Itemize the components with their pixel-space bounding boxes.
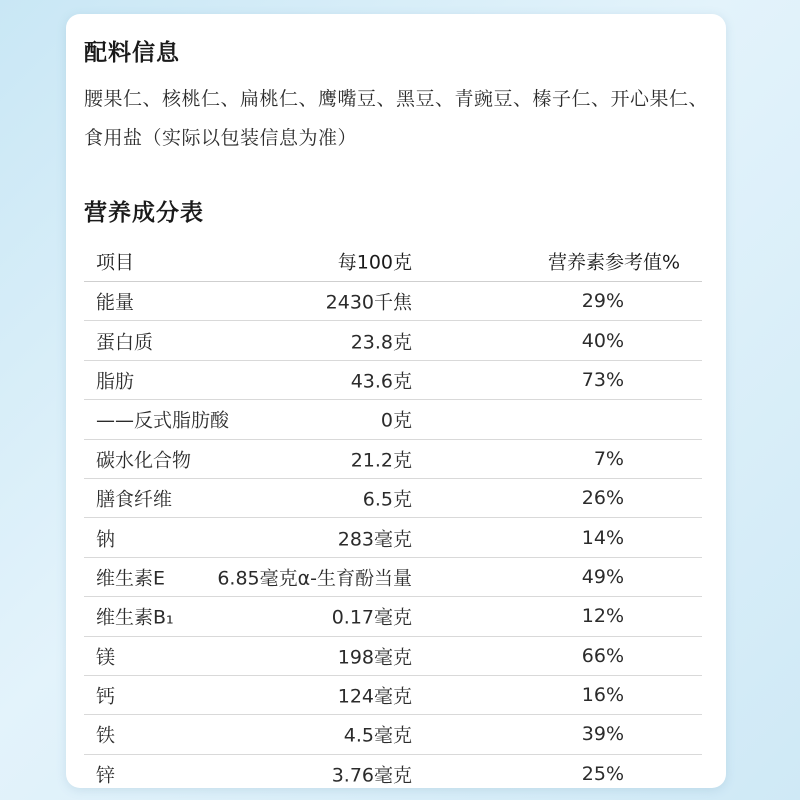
row-item: 维生素B₁ — [96, 606, 174, 629]
table-row — [84, 637, 702, 676]
ingredients-title: 配料信息 — [84, 40, 180, 66]
row-item: 镁 — [96, 646, 116, 669]
row-item: 钙 — [96, 685, 116, 708]
header-per100: 每100克 — [337, 251, 412, 274]
ingredients-text: 腰果仁、核桃仁、扁桃仁、鹰嘴豆、黑豆、青豌豆、榛子仁、开心果仁、食用盐（实际以包装信息为准） — [84, 88, 709, 149]
table-row — [84, 755, 702, 793]
row-per100: 283毫克 — [337, 528, 412, 551]
row-per100: 23.8克 — [350, 331, 412, 354]
row-nrv: 26% — [581, 487, 624, 510]
row-item: 膳食纤维 — [96, 488, 173, 511]
row-per100: 43.6克 — [350, 370, 412, 393]
row-item: 铁 — [96, 724, 116, 747]
row-item: ——反式脂肪酸 — [96, 409, 230, 432]
row-per100: 3.76毫克 — [331, 764, 412, 787]
row-item: 能量 — [96, 291, 135, 314]
row-nrv: 25% — [581, 762, 624, 785]
table-row — [84, 676, 702, 715]
row-nrv: 39% — [581, 723, 624, 746]
nutrition-title: 营养成分表 — [84, 200, 204, 226]
table-row — [84, 597, 702, 636]
row-nrv: 73% — [581, 368, 624, 391]
row-nrv: 29% — [581, 290, 624, 313]
row-per100: 6.85毫克α-生育酚当量 — [217, 567, 412, 590]
table-row — [84, 361, 702, 400]
row-per100: 6.5克 — [362, 488, 412, 511]
row-per100: 198毫克 — [337, 646, 412, 669]
row-nrv: 12% — [581, 605, 624, 628]
table-row — [84, 715, 702, 754]
row-per100: 124毫克 — [337, 685, 412, 708]
row-item: 脂肪 — [96, 370, 135, 393]
row-nrv: 16% — [581, 684, 624, 707]
nutrition-table — [84, 241, 702, 793]
table-row — [84, 400, 702, 439]
row-item: 维生素E — [96, 567, 166, 590]
table-row — [84, 321, 702, 360]
row-item: 钠 — [96, 528, 116, 551]
row-nrv: 66% — [581, 644, 624, 667]
row-item: 蛋白质 — [96, 331, 154, 354]
row-item: 锌 — [96, 764, 116, 787]
row-nrv: 40% — [581, 329, 624, 352]
row-per100: 0克 — [380, 409, 412, 432]
table-row — [84, 440, 702, 479]
header-item: 项目 — [96, 251, 135, 274]
row-nrv: 7% — [593, 447, 624, 470]
row-per100: 4.5毫克 — [343, 724, 412, 747]
table-row — [84, 518, 702, 557]
row-per100: 0.17毫克 — [331, 606, 412, 629]
row-nrv: 49% — [581, 565, 624, 588]
table-row — [84, 282, 702, 321]
table-header — [84, 241, 702, 282]
table-row — [84, 558, 702, 597]
header-nrv: 营养素参考值% — [547, 251, 680, 274]
table-row — [84, 479, 702, 518]
row-per100: 2430千焦 — [325, 291, 412, 314]
row-item: 碳水化合物 — [96, 449, 192, 472]
row-nrv: 14% — [581, 526, 624, 549]
row-per100: 21.2克 — [350, 449, 412, 472]
